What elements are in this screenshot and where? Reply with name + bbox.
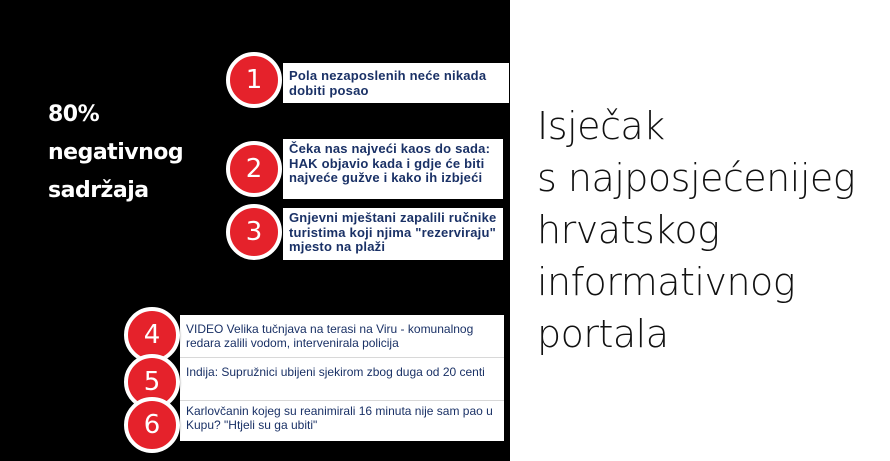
headline-3[interactable] <box>283 208 503 260</box>
headline-text[interactable]: Indija: Supružnici ubijeni sjekirom zbog duga od 20 centi <box>186 365 485 379</box>
caption-line: Isječak <box>537 104 665 148</box>
stat-line: 80% <box>48 102 100 127</box>
headline-4[interactable] <box>180 318 504 358</box>
headline-2[interactable] <box>283 139 503 199</box>
caption-line: s najposjećenijeg <box>537 156 856 200</box>
number-badge: 5 <box>124 354 180 410</box>
stat-line: negativnog <box>48 140 184 165</box>
stat-line: sadržaja <box>48 178 149 203</box>
caption-line: hrvatskog <box>537 208 720 252</box>
headline-text[interactable]: Gnjevni mještani zapalili ručnike turistima koji njima "rezerviraju" mjesto na plaži <box>289 210 497 254</box>
headline-text[interactable]: Pola nezaposlenih neće nikada dobiti posao <box>289 68 487 98</box>
headline-text[interactable]: Karlovčanin kojeg su reanimirali 16 minuta nije sam pao u Kupu? "Htjeli su ga ubiti" <box>186 404 493 432</box>
caption-line: portala <box>537 312 669 356</box>
headline-1[interactable] <box>283 63 509 103</box>
headline-list <box>180 315 504 441</box>
number-badge: 3 <box>226 204 282 260</box>
number-badge: 2 <box>226 141 282 197</box>
headline-text[interactable]: Čeka nas najveći kaos do sada: HAK objavio kada i gdje će biti najveće gužve i kako ih izbjeći <box>289 141 491 185</box>
headline-text[interactable]: VIDEO Velika tučnjava na terasi na Viru - komunalnog redara zalili vodom, intervenirala policija <box>186 322 474 350</box>
number-badge: 4 <box>124 307 180 363</box>
number-badge: 1 <box>226 52 282 108</box>
headline-6[interactable] <box>180 401 504 441</box>
negative-content-stat <box>48 96 228 210</box>
headline-5[interactable] <box>180 359 504 401</box>
number-badge: 6 <box>124 397 180 453</box>
caption-line: informativnog <box>537 260 796 304</box>
portal-caption <box>537 100 877 360</box>
